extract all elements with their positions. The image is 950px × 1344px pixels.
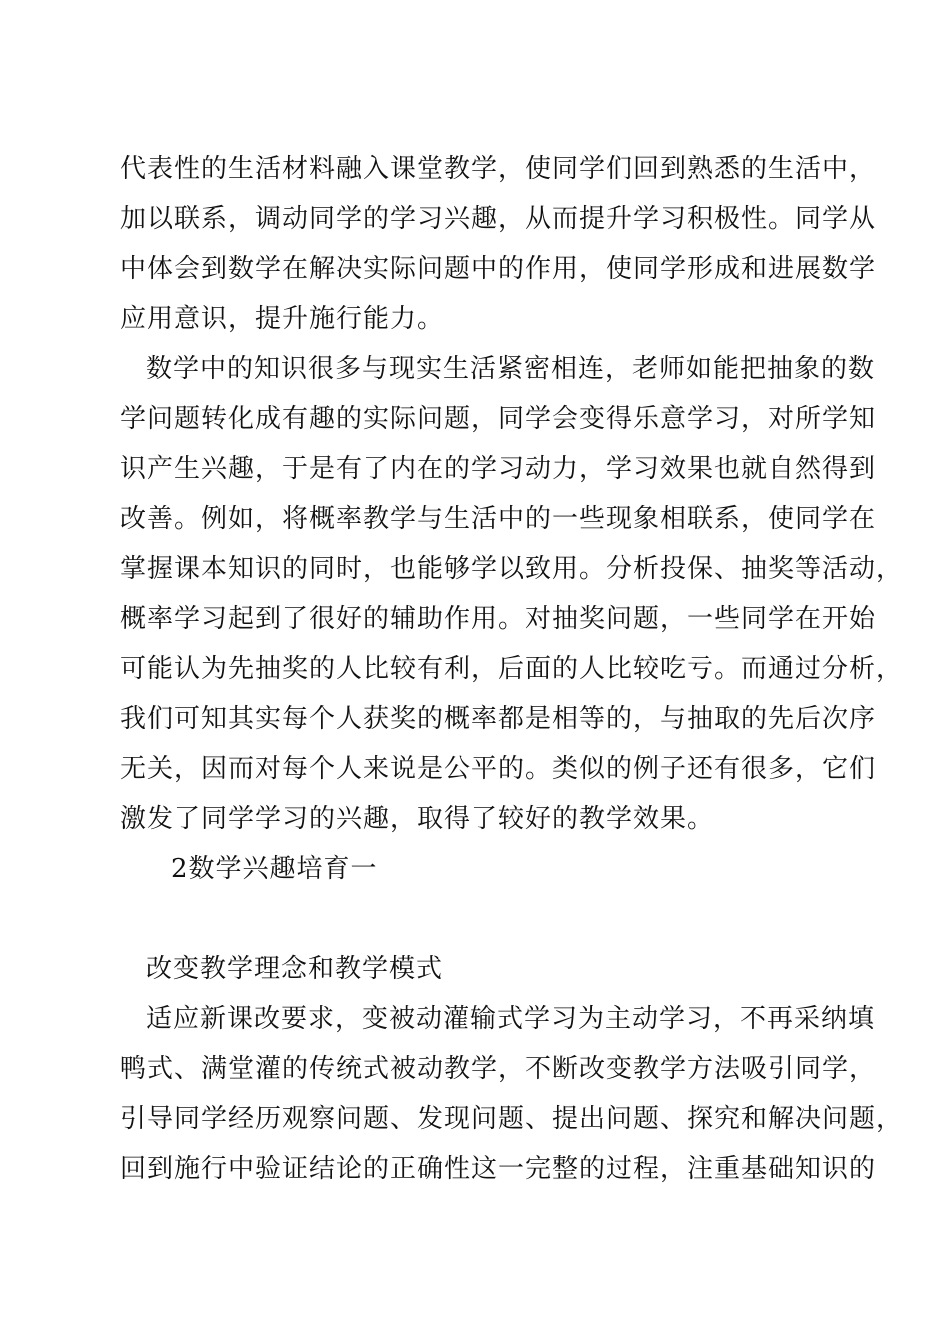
paragraph-3-line-2: 鸭式、满堂灌的传统式被动教学，不断改变教学方法吸引同学， (120, 1054, 877, 1084)
paragraph-3-line-1: 适应新课改要求，变被动灌输式学习为主动学习，不再采纳填 (146, 1004, 876, 1034)
paragraph-3-line-3: 引导同学经历观察问题、发现问题、提出问题、探究和解决问题， (120, 1104, 904, 1134)
paragraph-2-line-4: 改善。例如，将概率教学与生活中的一些现象相联系，使同学在 (120, 504, 877, 534)
paragraph-1-line-2: 加以联系，调动同学的学习兴趣，从而提升学习积极性。同学从 (120, 204, 877, 234)
paragraph-2-line-10: 激发了同学学习的兴趣，取得了较好的教学效果。 (120, 804, 715, 834)
paragraph-2-line-7: 可能认为先抽奖的人比较有利，后面的人比较吃亏。而通过分析， (120, 654, 904, 684)
paragraph-1-line-3: 中体会到数学在解决实际问题中的作用，使同学形成和进展数学 (120, 254, 877, 284)
paragraph-3-line-4: 回到施行中验证结论的正确性这一完整的过程，注重基础知识的 (120, 1154, 877, 1184)
paragraph-1-line-1: 代表性的生活材料融入课堂教学，使同学们回到熟悉的生活中， (120, 154, 877, 184)
paragraph-2-line-8: 我们可知其实每个人获奖的概率都是相等的，与抽取的先后次序 (120, 704, 877, 734)
paragraph-1-line-4: 应用意识，提升施行能力。 (120, 304, 445, 334)
paragraph-2-line-6: 概率学习起到了很好的辅助作用。对抽奖问题，一些同学在开始 (120, 604, 877, 634)
section-heading: 2数学兴趣培育一 (171, 854, 378, 884)
paragraph-2-line-5: 掌握课本知识的同时，也能够学以致用。分析投保、抽奖等活动， (120, 554, 904, 584)
paragraph-2-line-2: 学问题转化成有趣的实际问题，同学会变得乐意学习，对所学知 (120, 404, 877, 434)
paragraph-2-line-9: 无关，因而对每个人来说是公平的。类似的例子还有很多，它们 (120, 754, 877, 784)
paragraph-2-line-1: 数学中的知识很多与现实生活紧密相连，老师如能把抽象的数 (146, 354, 876, 384)
subheading: 改变教学理念和教学模式 (146, 954, 444, 984)
paragraph-2-line-3: 识产生兴趣，于是有了内在的学习动力，学习效果也就自然得到 (120, 454, 877, 484)
